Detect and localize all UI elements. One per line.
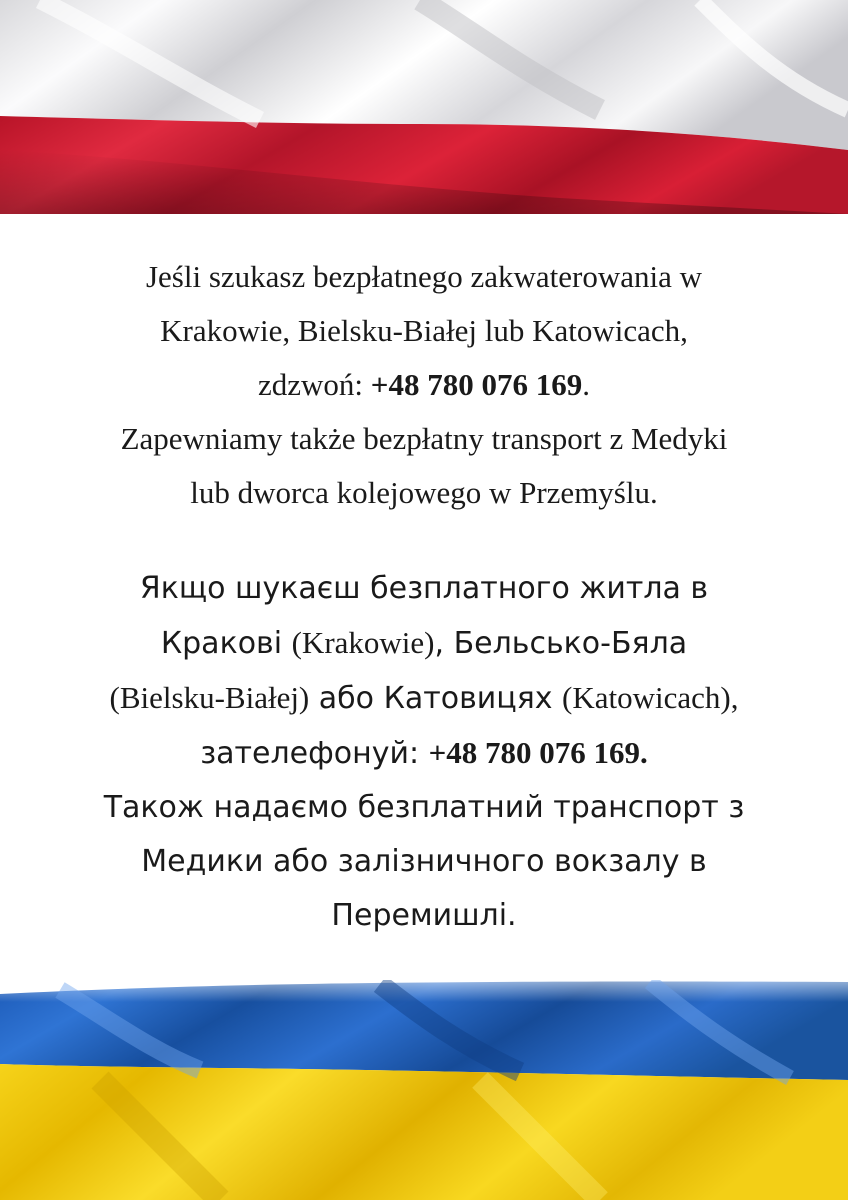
ukrainian-katowice: або Катовицях — [309, 681, 563, 716]
ukrainian-line-2 — [0, 616, 848, 671]
ukrainian-krakow-polish: (Krakowie) — [291, 625, 435, 660]
ukrainian-bielsko-polish: (Bielsku-Białej) — [109, 680, 310, 715]
ukrainian-line-7: Перемишлі. — [331, 898, 517, 933]
polish-message — [0, 250, 848, 520]
polish-line-2: Krakowie, Bielsku-Białej lub Katowicach, — [160, 313, 688, 348]
ukrainian-call-label: зателефонуй: — [200, 736, 429, 771]
ukrainian-phone-number[interactable]: +48 780 076 169. — [428, 735, 648, 770]
ukrainian-line-6: Медики або залізничного вокзалу в — [141, 844, 707, 879]
polish-period: . — [582, 367, 590, 402]
ukrainian-krakow: Кракові — [160, 626, 292, 661]
ukrainian-katowice-polish: (Katowicach) — [562, 680, 731, 715]
polish-line-4: Zapewniamy także bezpłatny transport z Medyki — [120, 421, 728, 456]
ukrainian-line-4 — [0, 726, 848, 781]
polish-line-5: lub dworca kolejowego w Przemyślu. — [190, 475, 658, 510]
polish-phone-number[interactable]: +48 780 076 169 — [370, 367, 583, 402]
polish-call-label: zdzwoń: — [258, 367, 371, 402]
ukrainian-comma: , — [730, 680, 739, 715]
polish-line-1: Jeśli szukasz bezpłatnego zakwaterowania w — [145, 259, 703, 294]
ukrainian-line-1: Якщо шукаєш безплатного житла в — [139, 571, 709, 606]
poland-flag — [0, 0, 848, 214]
ukrainian-message — [0, 562, 848, 943]
polish-line-3 — [0, 358, 848, 412]
ukrainian-bielsko: , Бельсько-Бяла — [434, 626, 688, 661]
ukraine-flag — [0, 980, 848, 1200]
ukrainian-line-5: Також надаємо безплатний транспорт з — [103, 790, 745, 825]
ukrainian-line-3 — [0, 671, 848, 726]
